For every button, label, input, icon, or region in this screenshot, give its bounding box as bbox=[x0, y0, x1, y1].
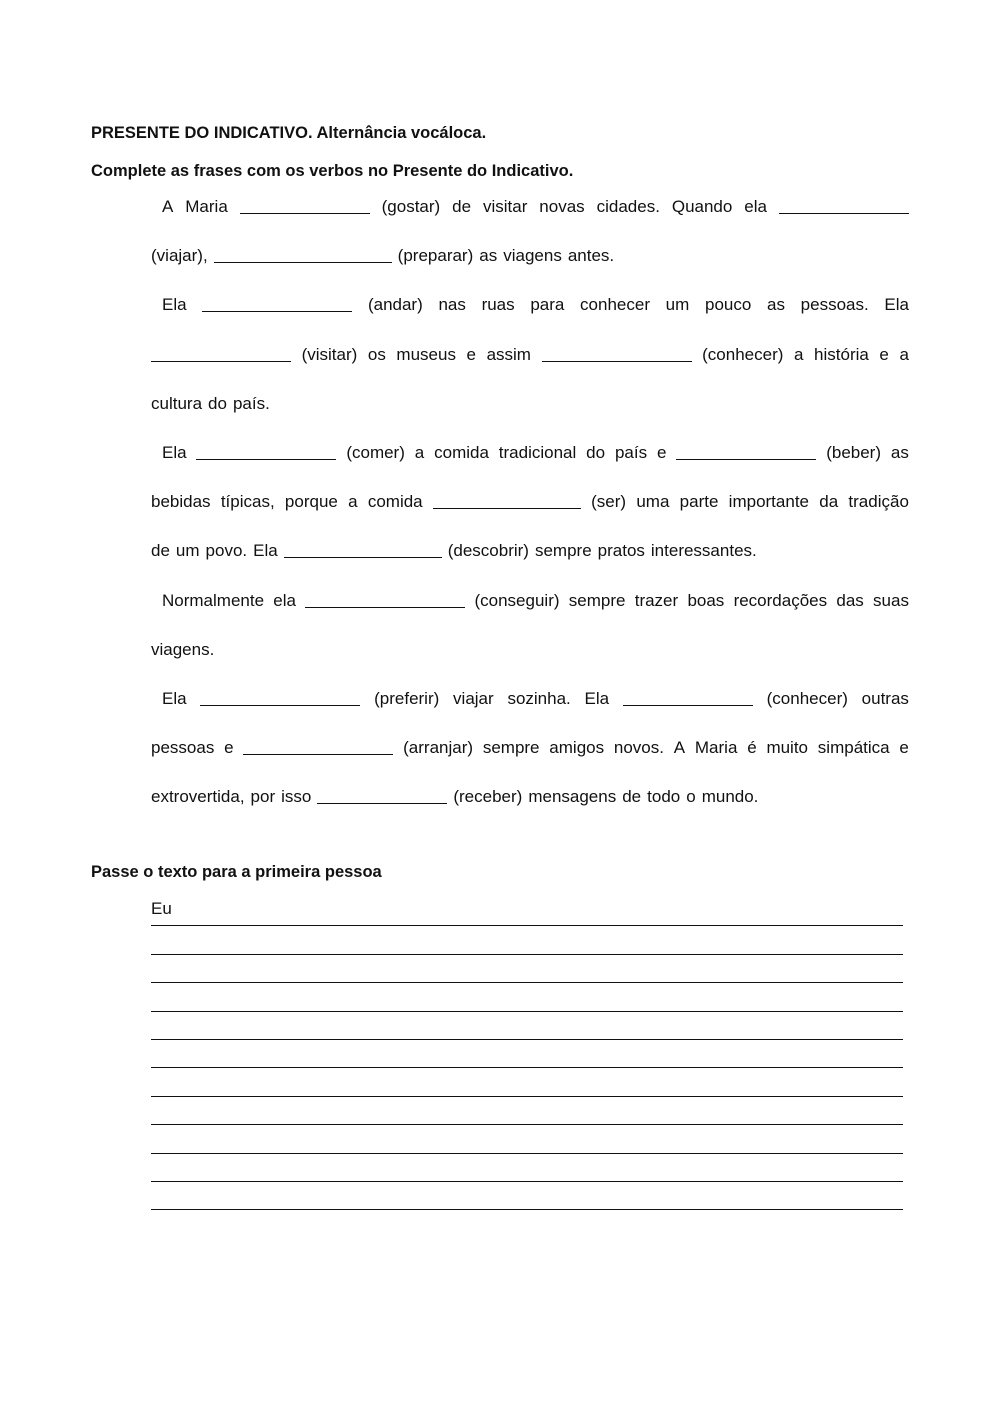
exercise-word: visitar bbox=[482, 197, 528, 216]
exercise-word: um bbox=[175, 541, 200, 561]
exercise-word: novas bbox=[539, 197, 585, 216]
exercise-word: da bbox=[819, 492, 839, 512]
writing-line[interactable] bbox=[151, 1182, 903, 1210]
exercise-word: extrovertida, bbox=[151, 787, 245, 807]
exercise-word: pessoas. bbox=[800, 295, 869, 315]
exercise-word: comida bbox=[367, 492, 423, 512]
exercise-word: porque bbox=[284, 492, 338, 512]
exercise-word: e bbox=[899, 738, 909, 758]
exercise-line bbox=[151, 245, 909, 294]
exercise-line bbox=[151, 442, 909, 491]
exercise-word: pratos bbox=[597, 541, 645, 561]
exercise-word: mundo. bbox=[701, 787, 759, 807]
exercise-word: (comer) bbox=[346, 442, 405, 462]
writing-line[interactable] bbox=[151, 1012, 903, 1040]
exercise-word: tradicional bbox=[498, 442, 577, 462]
writing-line[interactable] bbox=[151, 983, 903, 1011]
exercise-word: um bbox=[665, 295, 690, 315]
exercise-word: bebidas bbox=[151, 492, 211, 512]
exercise-word: a bbox=[414, 442, 425, 462]
blank-preparar[interactable] bbox=[214, 245, 392, 263]
exercise-word: os bbox=[367, 344, 386, 364]
exercise-word: o bbox=[686, 787, 696, 807]
blank-viajar[interactable] bbox=[779, 196, 909, 214]
blank-conhecer-2[interactable] bbox=[623, 688, 753, 706]
exercise-line bbox=[151, 540, 909, 589]
exercise-word: por bbox=[250, 787, 276, 807]
worksheet-title: PRESENTE DO INDICATIVO. Alternância vocáloca. bbox=[91, 124, 487, 142]
exercise-word: tradição bbox=[848, 492, 909, 512]
exercise-word: recordações bbox=[733, 590, 828, 610]
exercise-line bbox=[151, 786, 909, 835]
exercise-word: e bbox=[224, 738, 234, 758]
writing-line[interactable] bbox=[151, 926, 903, 954]
exercise-word: (ser) bbox=[591, 492, 627, 512]
exercise-word: muito bbox=[766, 738, 809, 758]
exercise-word: (conhecer) bbox=[766, 688, 848, 708]
exercise-instruction: Complete as frases com os verbos no Presente do Indicativo. bbox=[91, 162, 574, 180]
exercise-word: Quando bbox=[671, 197, 733, 216]
exercise-word: ruas bbox=[481, 295, 515, 315]
exercise-word: (conhecer) bbox=[702, 344, 784, 364]
exercise-line bbox=[151, 393, 909, 442]
writing-line[interactable] bbox=[151, 1040, 903, 1068]
exercise-word: nas bbox=[438, 295, 466, 315]
exercise-word: é bbox=[747, 738, 757, 758]
exercise-line bbox=[151, 491, 909, 540]
blank-conhecer[interactable] bbox=[542, 344, 692, 362]
exercise-word: Ela bbox=[584, 688, 610, 708]
exercise-word: (viajar), bbox=[151, 246, 208, 266]
exercise-word: sempre bbox=[534, 541, 592, 561]
exercise-word: Ela bbox=[162, 688, 187, 708]
writing-start-word: Eu bbox=[151, 899, 172, 918]
exercise-word: Normalmente bbox=[162, 590, 265, 610]
exercise-word: (preparar) bbox=[397, 246, 474, 266]
exercise-word: museus bbox=[396, 344, 456, 364]
exercise-word: do bbox=[586, 442, 606, 462]
exercise-word: e bbox=[656, 442, 667, 462]
exercise-word: as bbox=[767, 295, 785, 315]
writing-line[interactable] bbox=[151, 1125, 903, 1153]
writing-area[interactable] bbox=[151, 898, 903, 1210]
exercise-word: viagens. bbox=[151, 639, 215, 659]
exercise-word: ela bbox=[273, 590, 296, 610]
blank-receber[interactable] bbox=[317, 786, 447, 804]
exercise-word: viajar bbox=[453, 688, 494, 708]
exercise-word: pouco bbox=[704, 295, 752, 315]
exercise-word: as bbox=[479, 246, 498, 266]
exercise-line bbox=[151, 737, 909, 786]
exercise-word: Maria bbox=[694, 738, 738, 758]
exercise-word: pessoas bbox=[151, 738, 215, 758]
exercise-word: Ela bbox=[162, 442, 187, 462]
exercise-word: boas bbox=[687, 590, 725, 610]
exercise-word: (receber) bbox=[453, 787, 523, 807]
blank-ser[interactable] bbox=[433, 491, 581, 509]
exercise-word: Ela bbox=[884, 295, 909, 315]
blank-comer[interactable] bbox=[196, 442, 336, 460]
exercise-word: de bbox=[622, 787, 642, 807]
section-2-title: Passe o texto para a primeira pessoa bbox=[91, 863, 382, 881]
exercise-word: e bbox=[879, 344, 889, 364]
exercise-word: isso bbox=[281, 787, 312, 807]
writing-line[interactable] bbox=[151, 898, 903, 926]
exercise-word: história bbox=[814, 344, 869, 364]
writing-line[interactable] bbox=[151, 1154, 903, 1182]
blank-preferir[interactable] bbox=[200, 688, 360, 706]
exercise-word: país. bbox=[232, 393, 270, 413]
exercise-word: simpática bbox=[817, 738, 890, 758]
exercise-word: (beber) bbox=[826, 442, 882, 462]
exercise-line bbox=[151, 590, 909, 639]
exercise-word: típicas, bbox=[220, 492, 275, 512]
exercise-word: cultura bbox=[151, 393, 203, 413]
exercise-word: antes. bbox=[567, 246, 615, 266]
exercise-word: (arranjar) bbox=[403, 738, 474, 758]
exercise-word: a bbox=[348, 492, 358, 512]
blank-visitar[interactable] bbox=[151, 344, 291, 362]
exercise-word: conhecer bbox=[580, 295, 650, 315]
exercise-word: mensagens bbox=[528, 787, 617, 807]
blank-descobrir[interactable] bbox=[284, 540, 442, 558]
exercise-word: sempre bbox=[568, 590, 626, 610]
writing-line[interactable] bbox=[151, 955, 903, 983]
exercise-word: ela bbox=[744, 197, 767, 216]
exercise-word: importante bbox=[728, 492, 809, 512]
exercise-word: sempre bbox=[482, 738, 540, 758]
blank-gostar[interactable] bbox=[240, 196, 370, 214]
fill-in-exercise bbox=[151, 196, 909, 835]
exercise-word: suas bbox=[873, 590, 909, 610]
exercise-word: povo. bbox=[205, 541, 248, 561]
exercise-word: para bbox=[530, 295, 565, 315]
exercise-word: trazer bbox=[634, 590, 679, 610]
exercise-word: uma bbox=[636, 492, 670, 512]
exercise-word: as bbox=[890, 442, 909, 462]
blank-arranjar[interactable] bbox=[243, 737, 393, 755]
writing-line[interactable] bbox=[151, 1068, 903, 1096]
exercise-word: do bbox=[208, 393, 227, 413]
exercise-word: parte bbox=[679, 492, 719, 512]
exercise-word: cidades. bbox=[596, 197, 660, 216]
exercise-word: amigos bbox=[549, 738, 605, 758]
exercise-word: Ela bbox=[253, 541, 278, 561]
exercise-word: A bbox=[162, 197, 174, 216]
exercise-word: Ela bbox=[162, 295, 187, 315]
exercise-line bbox=[151, 688, 909, 737]
blank-beber[interactable] bbox=[676, 442, 816, 460]
exercise-word: (gostar) bbox=[381, 197, 441, 216]
exercise-word: e bbox=[466, 344, 476, 364]
exercise-line bbox=[151, 294, 909, 343]
exercise-word: a bbox=[793, 344, 804, 364]
exercise-line bbox=[151, 196, 909, 245]
exercise-word: Maria bbox=[185, 197, 228, 216]
exercise-line bbox=[151, 344, 909, 393]
exercise-word: assim bbox=[486, 344, 531, 364]
exercise-word: viagens bbox=[503, 246, 562, 266]
exercise-word: das bbox=[836, 590, 864, 610]
exercise-word: outras bbox=[861, 688, 909, 708]
blank-conseguir[interactable] bbox=[305, 590, 465, 608]
exercise-word: todo bbox=[647, 787, 681, 807]
exercise-line bbox=[151, 639, 909, 688]
exercise-word: A bbox=[673, 738, 686, 758]
exercise-word: (conseguir) bbox=[474, 590, 560, 610]
exercise-word: sozinha. bbox=[507, 688, 571, 708]
exercise-word: (preferir) bbox=[374, 688, 440, 708]
exercise-word: de bbox=[151, 541, 170, 561]
exercise-word: a bbox=[899, 344, 909, 364]
writing-line[interactable] bbox=[151, 1097, 903, 1125]
exercise-word: novos. bbox=[613, 738, 664, 758]
exercise-word: país bbox=[614, 442, 648, 462]
exercise-word: (descobrir) bbox=[447, 541, 529, 561]
exercise-word: comida bbox=[434, 442, 489, 462]
exercise-word: (visitar) bbox=[301, 344, 358, 364]
exercise-word: (andar) bbox=[367, 295, 423, 315]
exercise-word: de bbox=[452, 197, 472, 216]
blank-andar[interactable] bbox=[202, 294, 352, 312]
exercise-word: interessantes. bbox=[650, 541, 757, 561]
